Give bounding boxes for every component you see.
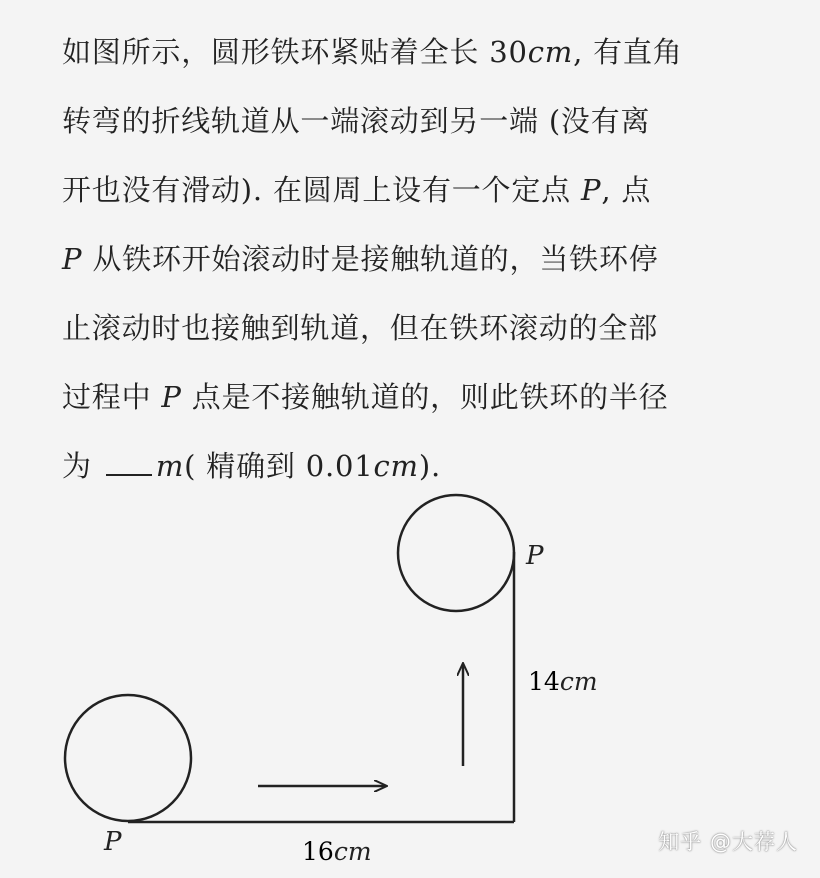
text-segment: 如图所示，圆形铁环紧贴着全长 bbox=[62, 35, 490, 69]
watermark: 知乎 @大荐人 bbox=[658, 830, 798, 854]
vertical-length-label bbox=[528, 667, 598, 696]
text-segment: 过程中 bbox=[62, 380, 162, 414]
text-segment: 转弯的折线轨道从一端滚动到另一端 (没有离 bbox=[62, 104, 651, 138]
text-segment: 止滚动时也接触到轨道，但在铁环滚动的全部 bbox=[62, 311, 659, 345]
point-p-end-label: P bbox=[526, 541, 544, 571]
text-segment: 开也没有滑动). 在圆周上设有一个定点 bbox=[62, 173, 581, 207]
unit-m: m bbox=[155, 449, 185, 483]
total-length-number: 30 bbox=[489, 35, 528, 69]
horizontal-length-number: 16 bbox=[302, 837, 334, 866]
variable-p: P bbox=[580, 173, 602, 207]
text-segment: 为 bbox=[62, 449, 102, 483]
ring-end bbox=[398, 495, 514, 611]
vertical-length-number: 14 bbox=[528, 667, 560, 696]
vertical-length-unit: cm bbox=[559, 667, 598, 696]
precision-number: 0.01 bbox=[305, 449, 374, 483]
text-segment: 从铁环开始滚动时是接触轨道的，当铁环停 bbox=[82, 242, 659, 276]
text-segment: , 有直角 bbox=[573, 35, 683, 69]
text-segment: 点是不接触轨道的，则此铁环的半径 bbox=[181, 380, 669, 414]
unit-cm: cm bbox=[373, 449, 419, 483]
unit-cm: cm bbox=[527, 35, 574, 69]
text-segment: ( 精确到 bbox=[184, 449, 306, 483]
point-p-start-label: P bbox=[104, 827, 122, 857]
horizontal-length-unit: cm bbox=[333, 837, 372, 866]
ring-start bbox=[65, 695, 191, 821]
variable-p: P bbox=[161, 380, 182, 414]
text-segment: , 点 bbox=[601, 173, 652, 207]
horizontal-length-label bbox=[302, 837, 372, 866]
text-segment: ). bbox=[418, 449, 441, 483]
variable-p: P bbox=[62, 242, 83, 276]
